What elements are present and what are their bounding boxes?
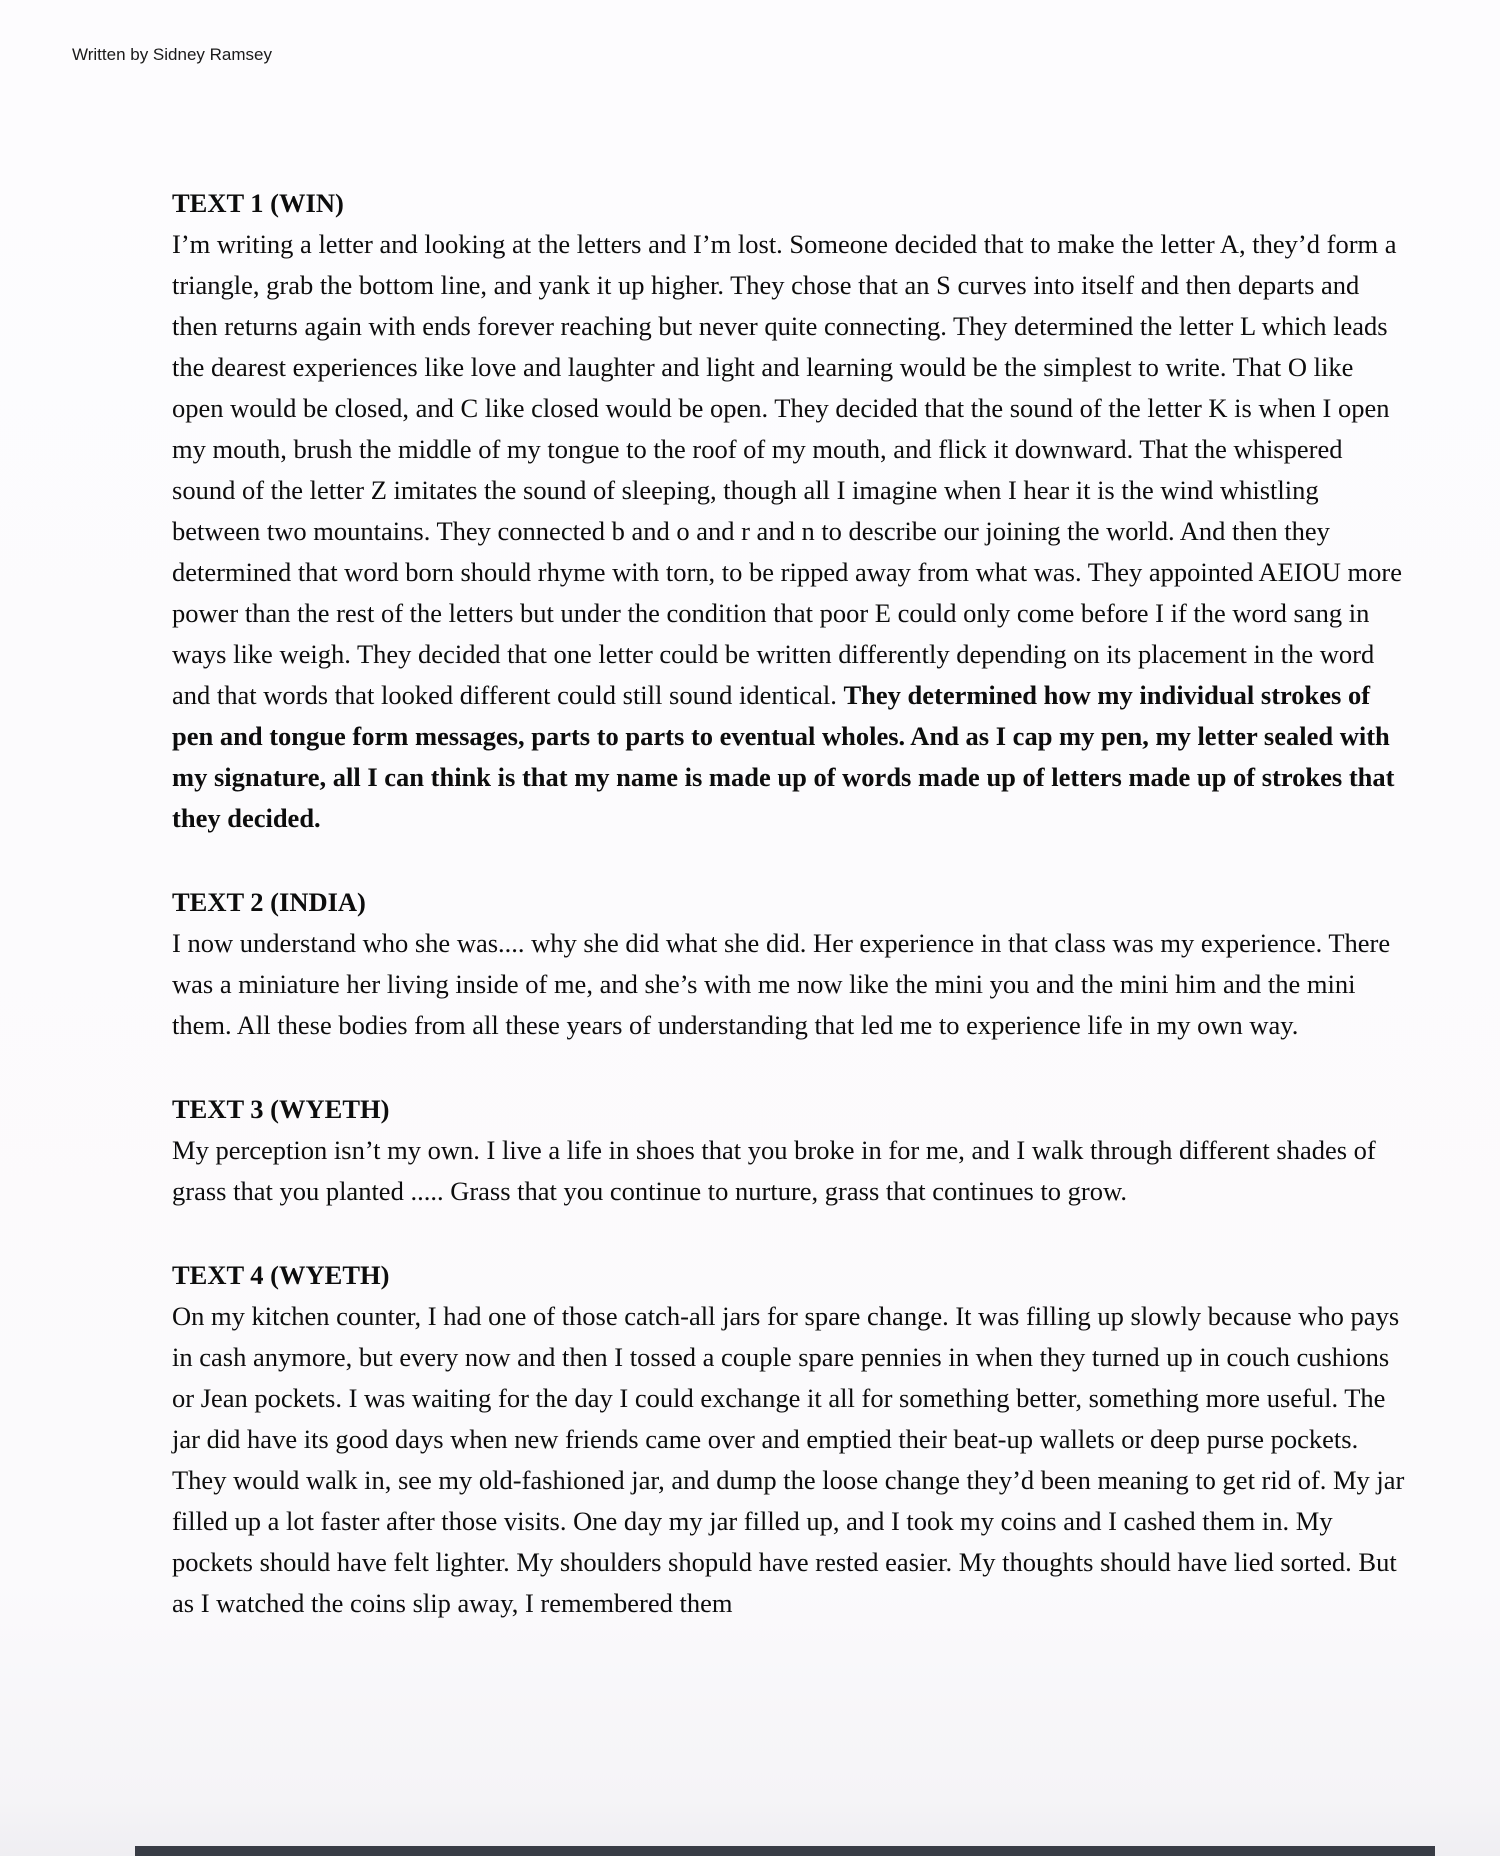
section-body-text3-normal: My perception isn’t my own. I live a life in shoes that you broke in for me, and I walk through different shades of grass that you planted ..... Grass that you continue to nurture, grass that continues to grow.	[172, 1135, 1376, 1206]
section-body-text2	[172, 923, 1410, 1046]
document-byline: Written by Sidney Ramsey	[72, 45, 272, 64]
section-heading-text1: TEXT 1 (WIN)	[172, 188, 344, 218]
section-body-text3	[172, 1130, 1410, 1212]
section-body-text1-bold: They determined how my individual strokes of pen and tongue form messages, parts to parts to eventual wholes. And as I cap my pen, my letter sealed with my signature, all I can think is that my name is made up of words made up of letters made up of strokes that they decided.	[172, 680, 1395, 833]
section-body-text4	[172, 1296, 1410, 1624]
text-section-4	[172, 1255, 1410, 1624]
section-body-text1-normal: I’m writing a letter and looking at the letters and I’m lost. Someone decided that to make the letter A, they’d form a triangle, grab the bottom line, and yank it up higher. They chose that an S curves into itself and then departs and then returns again with ends forever reaching but never quite connecting. They determined the letter L which leads the dearest experiences like love and laughter and light and learning would be the simplest to write. That O like open would be closed, and C like closed would be open. They decided that the sound of the letter K is when I open my mouth, brush the middle of my tongue to the roof of my mouth, and flick it downward. That the whispered sound of the letter Z imitates the sound of sleeping, though all I imagine when I hear it is the wind whistling between two mountains. They connected b and o and r and n to describe our joining the world. And then they determined that word born should rhyme with torn, to be ripped away from what was. They appointed AEIOU more power than the rest of the letters but under the condition that poor E could only come before I if the word sang in ways like weigh. They decided that one letter could be written differently depending on its placement in the word and that words that looked different could still sound identical.	[172, 229, 1402, 710]
text-section-1	[172, 183, 1410, 839]
document-page	[172, 183, 1410, 1624]
section-heading-text4: TEXT 4 (WYETH)	[172, 1260, 390, 1290]
section-body-text4-normal: On my kitchen counter, I had one of those catch-all jars for spare change. It was filling up slowly because who pays in cash anymore, but every now and then I tossed a couple spare pennies in when they turned up in couch cushions or Jean pockets. I was waiting for the day I could exchange it all for something better, something more useful. The jar did have its good days when new friends came over and emptied their beat-up wallets or deep purse pockets. They would walk in, see my old-fashioned jar, and dump the loose change they’d been meaning to get rid of. My jar filled up a lot faster after those visits. One day my jar filled up, and I took my coins and I cashed them in. My pockets should have felt lighter. My shoulders shopuld have rested easier. My thoughts should have lied sorted. But as I watched the coins slip away, I remembered them	[172, 1301, 1405, 1618]
text-section-2	[172, 882, 1410, 1046]
section-body-text1	[172, 224, 1410, 839]
text-section-3	[172, 1089, 1410, 1212]
section-heading-text2: TEXT 2 (INDIA)	[172, 887, 366, 917]
section-heading-text3: TEXT 3 (WYETH)	[172, 1094, 390, 1124]
bottom-edge-bar	[135, 1846, 1435, 1856]
section-body-text2-normal: I now understand who she was.... why she did what she did. Her experience in that class was my experience. There was a miniature her living inside of me, and she’s with me now like the mini you and the mini him and the mini them. All these bodies from all these years of understanding that led me to experience life in my own way.	[172, 928, 1391, 1040]
